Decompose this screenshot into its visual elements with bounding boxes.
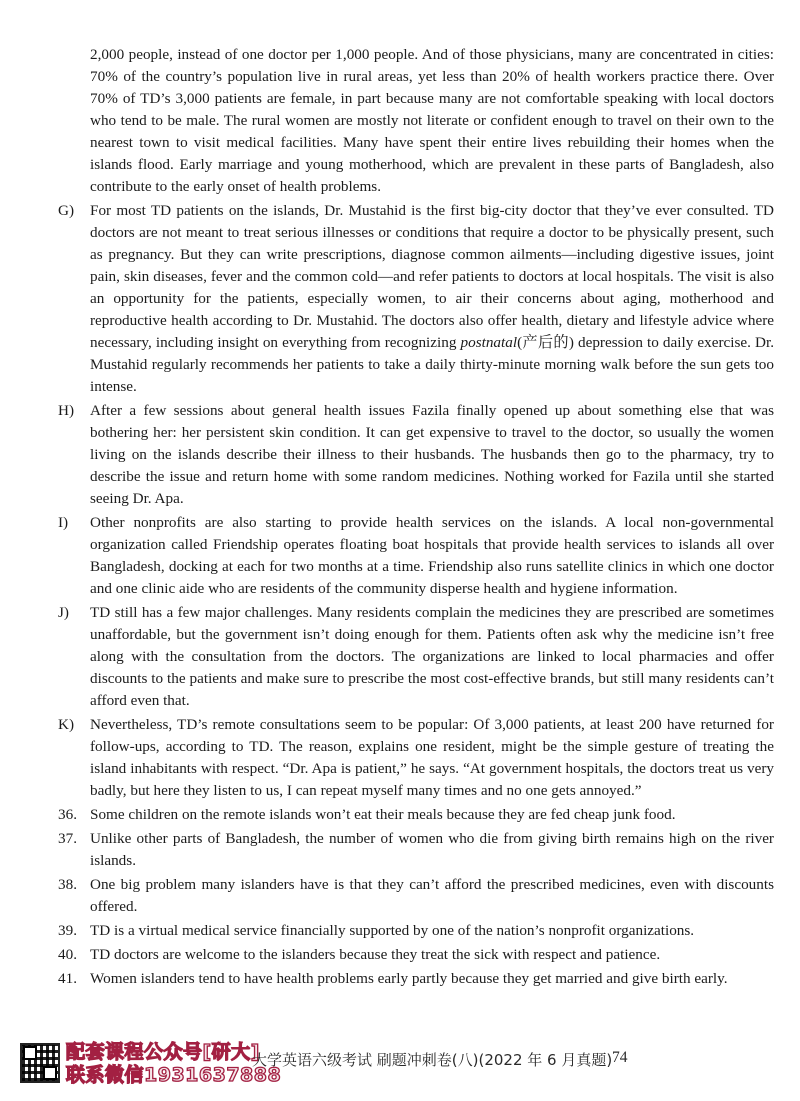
question-text: One big problem many islanders have is that they can’t afford the prescribed medicines, even with discounts offered. <box>90 876 774 915</box>
paragraph-text: Other nonprofits are also starting to provide health services on the islands. A local non-governmental organization called Friendship operates floating boat hospitals that provide health services to islands all over Bangladesh, docking at each for two months at a time. Friendship also runs satellite clinics in which one doctor and one clinic aide who are residents of the community disperse health and hygiene information. <box>90 514 774 597</box>
paragraph-text: TD still has a few major challenges. Many residents complain the medicines they are prescribed are sometimes unaffordable, but the government isn’t doing enough for them. Patients often ask why the medicine isn’t free along with the consultation from the doctors. The organizations are linked to local pharmacies and offer discounts to the patients and make sure to prescribe the most cost-effective brands, but still many residents can’t afford even that. <box>90 604 774 709</box>
glossed-term: postnatal <box>460 334 518 351</box>
question-text: Some children on the remote islands won’t eat their meals because they are fed cheap junk food. <box>90 806 676 823</box>
paragraph-marker: I) <box>58 514 69 531</box>
paragraph-marker: K) <box>58 716 75 733</box>
question-text: TD is a virtual medical service financially supported by one of the nation’s nonprofit organizations. <box>90 922 695 939</box>
question-41 <box>58 968 774 990</box>
paragraph-continuation <box>58 44 774 198</box>
question-number: 40. <box>58 946 77 963</box>
question-number: 39. <box>58 922 77 939</box>
question-number: 41. <box>58 970 77 987</box>
question-38 <box>58 874 774 918</box>
question-text: Women islanders tend to have health problems early partly because they get married and give birth early. <box>90 970 728 987</box>
question-number: 37. <box>58 830 77 847</box>
qr-code-icon[interactable] <box>20 1043 60 1083</box>
paragraph-i <box>58 512 774 600</box>
page-footer <box>0 1040 800 1090</box>
paragraph-text: Nevertheless, TD’s remote consultations seem to be popular: Of 3,000 patients, at least 200 have returned for follow-ups, according to TD. The reason, explains one resident, might be the simple gesture of treating the island inhabitants with respect. “Dr. Apa is patient,” he says. “At government hospitals, the doctors treat us very badly, but here they listen to us, I can repeat myself many times and no one gets annoyed.” <box>90 716 774 799</box>
question-number: 36. <box>58 806 77 823</box>
question-37 <box>58 828 774 872</box>
question-text: Unlike other parts of Bangladesh, the number of women who die from giving birth remains high on the river islands. <box>90 830 774 869</box>
paragraph-j <box>58 602 774 712</box>
paragraph-g <box>58 200 774 398</box>
paragraph-text: 2,000 people, instead of one doctor per 1,000 people. And of those physicians, many are concentrated in cities: 70% of the country’s population live in rural areas, yet less than 20% of health workers practice there. Over 70% of TD’s 3,000 patients are female, in part because many are not comfortable speaking with local doctors who tend to be male. The rural women are mostly not literate or confident enough to travel on their own to the nearest town to visit medical facilities. Many have spent their entire lives rebuilding their homes when the islands flood. Early marriage and young motherhood, which are prevalent in these parts of Bangladesh, also contribute to the early onset of health problems. <box>90 46 774 195</box>
question-39 <box>58 920 774 942</box>
paragraph-marker: J) <box>58 604 69 621</box>
question-40 <box>58 944 774 966</box>
page-number: 74 <box>612 1049 628 1066</box>
question-number: 38. <box>58 876 77 893</box>
question-text: TD doctors are welcome to the islanders because they treat the sick with respect and patience. <box>90 946 661 963</box>
paragraph-marker: G) <box>58 202 75 219</box>
passage-text <box>58 44 774 992</box>
paragraph-h <box>58 400 774 510</box>
promo-stamp-line1: 配套课程公众号[研大] <box>66 1041 260 1063</box>
paragraph-k <box>58 714 774 802</box>
promo-stamp-line2: 联系微信1931637888 <box>66 1064 282 1086</box>
paragraph-text: After a few sessions about general health issues Fazila finally opened up about something else that was bothering her: her persistent skin condition. It can get expensive to travel to the doctor, so usually the women living on the islands describe their illness to their husbands. The husbands then go to the pharmacy, try to describe the issue and return home with some random medicines. Nothing worked for Fazila until she started seeing Dr. Apa. <box>90 402 774 507</box>
footer-title: 大学英语六级考试 刷题冲刺卷(八)(2022 年 6 月真题) <box>252 1051 613 1069</box>
question-36 <box>58 804 774 826</box>
paragraph-text: For most TD patients on the islands, Dr. Mustahid is the first big-city doctor that they’ve ever consulted. TD doctors are not meant to treat serious illnesses or conditions that require a doctor to be physically present, such as pregnancy. But they can write prescriptions, diagnose common ailments—including digestive issues, joint pain, skin diseases, fever and the common cold—and refer patients to doctors at local hospitals. The visit is also an opportunity for the patients, especially women, to air their concerns about aging, motherhood and reproductive health according to Dr. Mustahid. The doctors also offer health, dietary and lifestyle advice where necessary, including insight on everything from recognizing postnatal(产后的) depression to daily exercise. Dr. Mustahid regularly recommends her patients to take a daily thirty-minute morning walk before the sun gets too intense. <box>90 202 774 395</box>
paragraph-marker: H) <box>58 402 75 419</box>
